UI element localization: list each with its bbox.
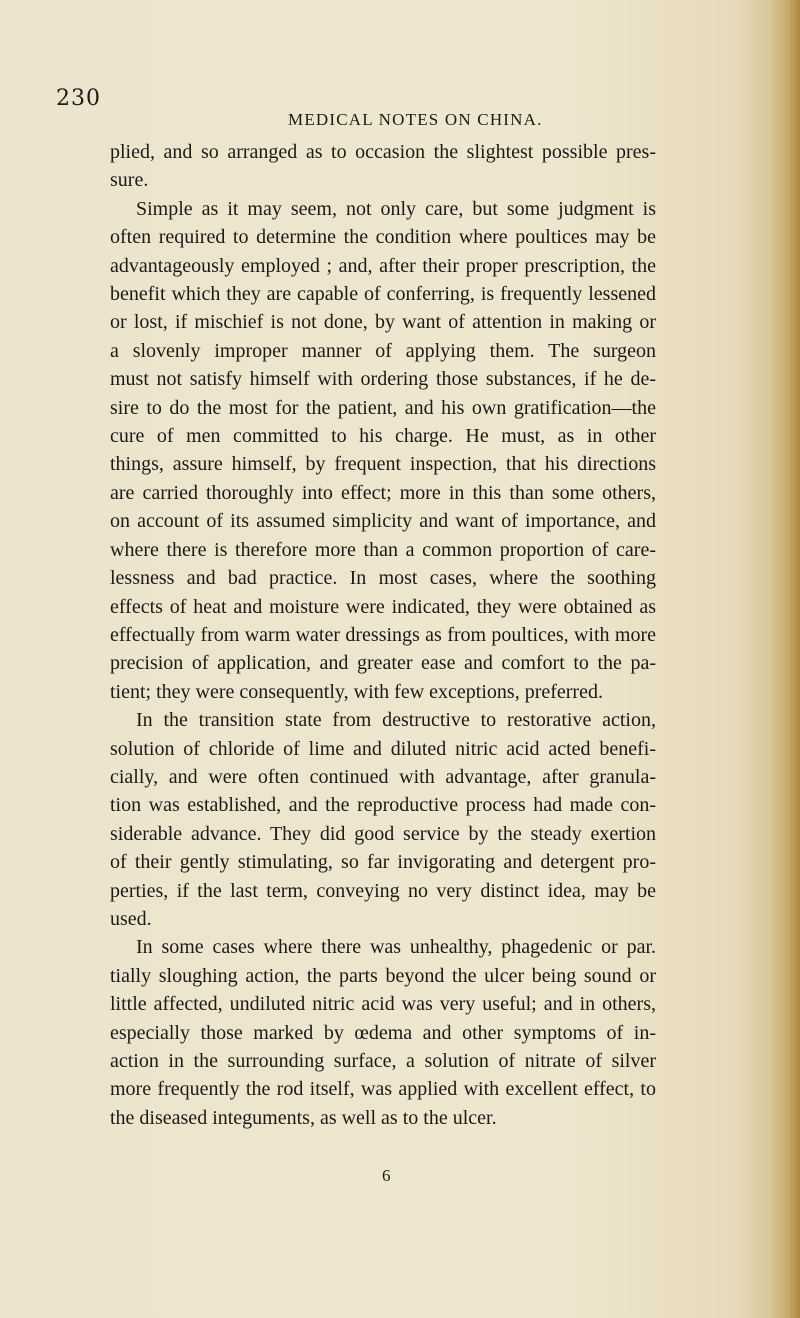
text-line: tially sloughing action, the parts beyond the ulcer being sound or <box>110 964 656 987</box>
text-line: advantageously employed ; and, after their proper prescription, the <box>110 254 656 277</box>
text-line: sure. <box>110 169 149 192</box>
text-line: often required to determine the condition where poultices may be <box>110 226 656 249</box>
text-line: the diseased integuments, as well as to the ulcer. <box>110 1106 497 1129</box>
text-line: effectually from warm water dressings as from poultices, with more <box>110 623 656 646</box>
page-number: 230 <box>56 86 101 111</box>
text-line: precision of application, and greater ease and comfort to the pa- <box>110 652 656 675</box>
text-line: plied, and so arranged as to occasion the slightest possible pres- <box>110 141 656 163</box>
text-line: perties, if the last term, conveying no very distinct idea, may be <box>110 879 656 902</box>
text-line: of their gently stimulating, so far invigorating and detergent pro- <box>110 851 656 874</box>
body-text <box>110 138 656 1132</box>
text-line: must not satisfy himself with ordering those substances, if he de- <box>110 368 656 391</box>
text-line: Simple as it may seem, not only care, but some judgment is <box>136 197 656 220</box>
text-line: things, assure himself, by frequent inspection, that his directions <box>110 453 656 476</box>
text-line: on account of its assumed simplicity and want of importance, and <box>110 510 656 533</box>
text-line: where there is therefore more than a common proportion of care- <box>110 538 656 561</box>
text-line: or lost, if mischief is not done, by want of attention in making or <box>110 311 656 334</box>
text-line: a slovenly improper manner of applying them. The surgeon <box>110 339 656 362</box>
text-line: more frequently the rod itself, was applied with excellent effect, to <box>110 1078 656 1101</box>
text-line: action in the surrounding surface, a solution of nitrate of silver <box>110 1050 656 1072</box>
text-line: used. <box>110 907 152 930</box>
page-edge-shadow <box>770 0 800 1318</box>
text-line: solution of chloride of lime and diluted nitric acid acted benefi- <box>110 737 656 760</box>
text-line: effects of heat and moisture were indicated, they were obtained as <box>110 595 656 618</box>
signature-mark: 6 <box>382 1166 391 1185</box>
text-line: sire to do the most for the patient, and his own gratification—the <box>110 396 656 419</box>
text-line: In the transition state from destructive to restorative action, <box>136 709 656 732</box>
text-line: are carried thoroughly into effect; more in this than some others, <box>110 481 656 504</box>
running-title: MEDICAL NOTES ON CHINA. <box>288 110 543 129</box>
text-line: cially, and were often continued with advantage, after granula- <box>110 765 656 788</box>
text-line: cure of men committed to his charge. He must, as in other <box>110 425 656 448</box>
text-line: lessness and bad practice. In most cases, where the soothing <box>110 567 656 590</box>
text-line: little affected, undiluted nitric acid was very useful; and in others, <box>110 993 656 1016</box>
text-line: benefit which they are capable of conferring, is frequently lessened <box>110 283 656 306</box>
text-line: siderable advance. They did good service by the steady exertion <box>110 822 656 845</box>
text-line: In some cases where there was unhealthy, phagedenic or par. <box>136 936 656 959</box>
text-line: tient; they were consequently, with few exceptions, preferred. <box>110 680 603 703</box>
text-line: tion was established, and the reproductive process had made con- <box>110 794 656 817</box>
text-line: especially those marked by œdema and other symptoms of in- <box>110 1021 656 1044</box>
